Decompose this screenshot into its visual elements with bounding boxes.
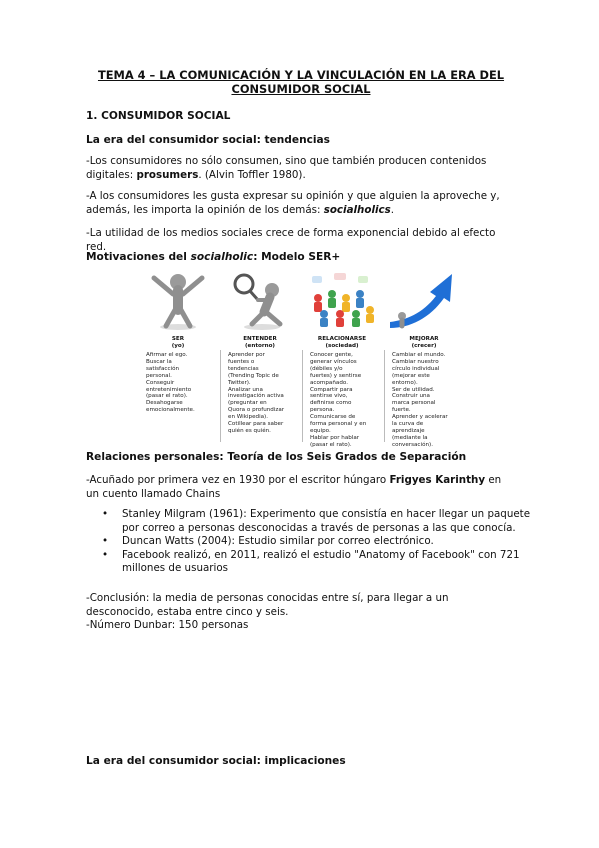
paragraph-karinthy [86, 474, 516, 501]
paragraph-text: . [390, 203, 395, 216]
column-divider [302, 350, 303, 442]
mejorar-caption: MEJORAR (crecer) [409, 336, 439, 349]
ser-caption: SER (yo) [171, 336, 185, 349]
heading-relaciones-personales: Relaciones personales: Teoría de los Seis Grados de Separación [86, 451, 467, 463]
entender-caption: ENTENDER (entorno) [243, 336, 277, 349]
heading-motivaciones [86, 251, 340, 263]
paragraph-dunbar: -Número Dunbar: 150 personas [86, 619, 249, 631]
column-divider [384, 350, 385, 442]
relacionarse-caption: RELACIONARSE (sociedad) [317, 336, 367, 349]
person-celebrating-icon [140, 270, 216, 330]
list-item: • Facebook realizó, en 2011, realizó el estudio "Anatomy of Facebook" con 721 millones de usuarios [122, 549, 542, 576]
experiments-list [100, 508, 542, 576]
paragraph-efecto-red: -La utilidad de los medios sociales crece de forma exponencial debido al efecto red. [86, 227, 496, 253]
term-socialholics: socialholics [323, 203, 391, 216]
paragraph-text: -Los consumidores no sólo consumen, sino que también producen contenidos digitales: [86, 155, 487, 181]
document-title: TEMA 4 – LA COMUNICACIÓN Y LA VINCULACIÓN EN LA ERA DEL CONSUMIDOR SOCIAL [97, 68, 505, 96]
heading-text: : Modelo SER+ [253, 251, 341, 263]
term-prosumers: prosumers [136, 168, 199, 181]
list-item: • Stanley Milgram (1961): Experimento que consistía en hacer llegar un paquete por correo a personas desconocidas a través de personas a las que conocía. [122, 508, 542, 535]
paragraph-text: . (Alvin Toffler 1980). [198, 168, 306, 181]
entender-column [222, 270, 298, 445]
ser-column [140, 270, 216, 445]
list-item: • Duncan Watts (2004): Estudio similar por correo electrónico. [122, 535, 542, 549]
heading-term: socialholic [190, 251, 254, 263]
heading-tendencias: La era del consumidor social: tendencias [86, 134, 330, 146]
people-network-icon [304, 270, 380, 330]
ser-plus-infographic [140, 270, 460, 448]
mejorar-column [386, 270, 462, 448]
paragraph-text: -A los consumidores les gusta expresar su opinión y que alguien la aproveche y, además, les importa la opinión de los demás: [86, 190, 500, 216]
entender-description: Aprender por fuentes o tendencias (Trending Topic de Twitter). Analizar una investigación activa (preguntar en Quora o profundizar en Wikipedia). Cotillear para saber quién es quién. [228, 352, 285, 434]
paragraph-socialholics [86, 190, 516, 217]
paragraph-text: -Acuñado por primera vez en 1930 por el escritor húngaro [86, 474, 390, 486]
mejorar-description: Cambiar el mundo. Cambiar nuestro círculo individual (mejorar este entorno). Ser de utilidad. Construir una marca personal fuerte. Aprender y acelerar la curva de aprendizaje (mediante la conversación). [392, 352, 448, 448]
magnifying-glass-person-icon [222, 270, 298, 330]
column-divider [220, 350, 221, 442]
heading-text: Motivaciones del [86, 251, 191, 263]
ser-description: Afirmar el ego. Buscar la satisfacción personal. Conseguir entretenimiento (pasar el rato). Desahogarse emocionalmente. [146, 352, 195, 414]
paragraph-prosumers [86, 155, 516, 182]
rising-arrow-icon [386, 270, 462, 330]
section-heading-consumidor-social: 1. CONSUMIDOR SOCIAL [86, 110, 231, 122]
relacionarse-description: Conocer gente, generar vínculos (débiles y/o fuertes) y sentirse acompañado. Compartir para sentirse vivo, definirse como persona. Comunicarse de forma personal y en equipo. Hablar por hablar (pasar el rato). [310, 352, 367, 448]
relacionarse-column [304, 270, 380, 448]
paragraph-conclusion: -Conclusión: la media de personas conocidas entre sí, para llegar a un desconocido, estaba entre cinco y seis. [86, 592, 449, 618]
paragraph-text: en un cuento llamado Chains [86, 474, 502, 500]
author-name: Frigyes Karinthy [389, 474, 486, 486]
heading-implicaciones: La era del consumidor social: implicaciones [86, 755, 346, 767]
